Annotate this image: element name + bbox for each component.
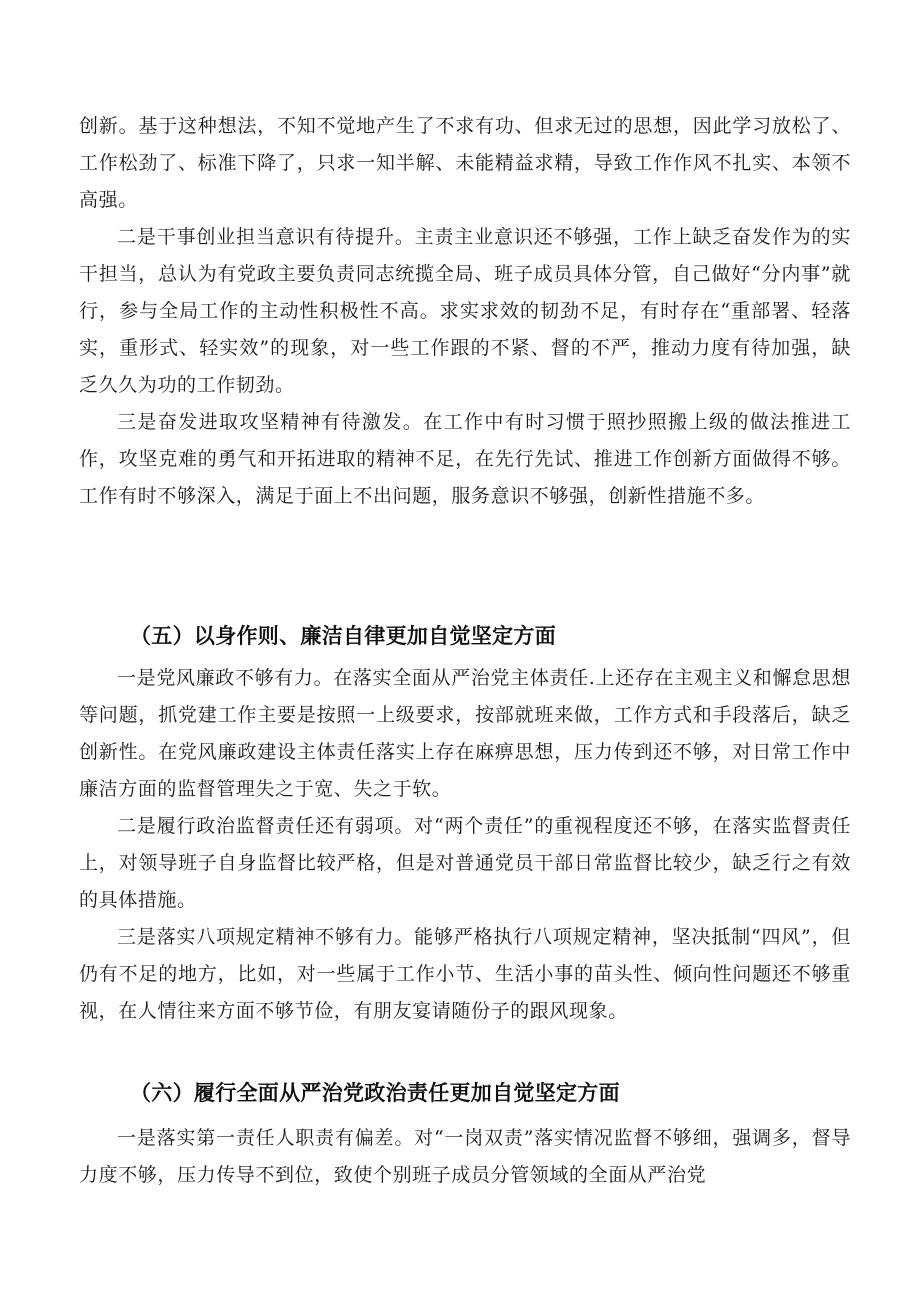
paragraph-point-3: 三是奋发进取攻坚精神有待激发。在工作中有时习惯于照抄照搬上级的做法推进工作，攻坚克难的勇气和开拓进取的精神不足，在先行先试、推进工作创新方面做得不够。工作有时不够深入，满足于面上不出问题，服务意识不够强，创新性措施不多。 — [79, 411, 851, 507]
body-text-section-5 — [79, 660, 851, 1030]
section-6-paragraph-1: 一是落实第一责任人职责有偏差。对“一岗双责”落实情况监督不够细，强调多，督导力度不够，压力传导不到位，致使个别班子成员分管领域的全面从严治党 — [79, 1127, 851, 1186]
section-5-heading: （五）以身作则、廉洁自律更加自觉坚定方面 — [130, 624, 556, 648]
section-5-paragraph-3: 三是落实八项规定精神不够有力。能够严格执行八项规定精神，坚决抵制“四风”，但仍有不足的地方，比如，对一些属于工作小节、生活小事的苗头性、倾向性问题还不够重视，在人情往来方面不够节俭，有朋友宴请随份子的跟风现象。 — [79, 926, 851, 1022]
section-5-paragraph-2: 二是履行政治监督责任还有弱项。对“两个责任”的重视程度还不够，在落实监督责任上，对领导班子自身监督比较严格，但是对普通党员干部日常监督比较少，缺乏行之有效的具体措施。 — [79, 815, 851, 911]
body-text-section-6 — [79, 1120, 851, 1194]
paragraph-point-2: 二是干事创业担当意识有待提升。主责主业意识还不够强，工作上缺乏奋发作为的实干担当，总认为有党政主要负责同志统揽全局、班子成员具体分管，自己做好“分内事”就行，参与全局工作的主动性积极性不高。求实求效的韧劲不足，有时存在“重部署、轻落实，重形式、轻实效”的现象，对一些工作跟的不紧、督的不严，推动力度有待加强，缺乏久久为功的工作韧劲。 — [79, 226, 851, 396]
body-text-upper — [79, 108, 851, 515]
section-5-paragraph-1: 一是党风廉政不够有力。在落实全面从严治党主体责任.上还存在主观主义和懈怠思想等问题，抓党建工作主要是按照一上级要求，按部就班来做，工作方式和手段落后，缺乏创新性。在党风廉政建设主体责任落实上存在麻痹思想，压力传到还不够，对日常工作中廉洁方面的监督管理失之于宽、失之于软。 — [79, 667, 851, 800]
section-6-heading: （六）履行全面从严治党政治责任更加自觉坚定方面 — [130, 1081, 620, 1105]
paragraph-continuation: 创新。基于这种想法，不知不觉地产生了不求有功、但求无过的思想，因此学习放松了、工作松劲了、标准下降了，只求一知半解、未能精益求精，导致工作作风不扎实、本领不高强。 — [79, 115, 851, 211]
